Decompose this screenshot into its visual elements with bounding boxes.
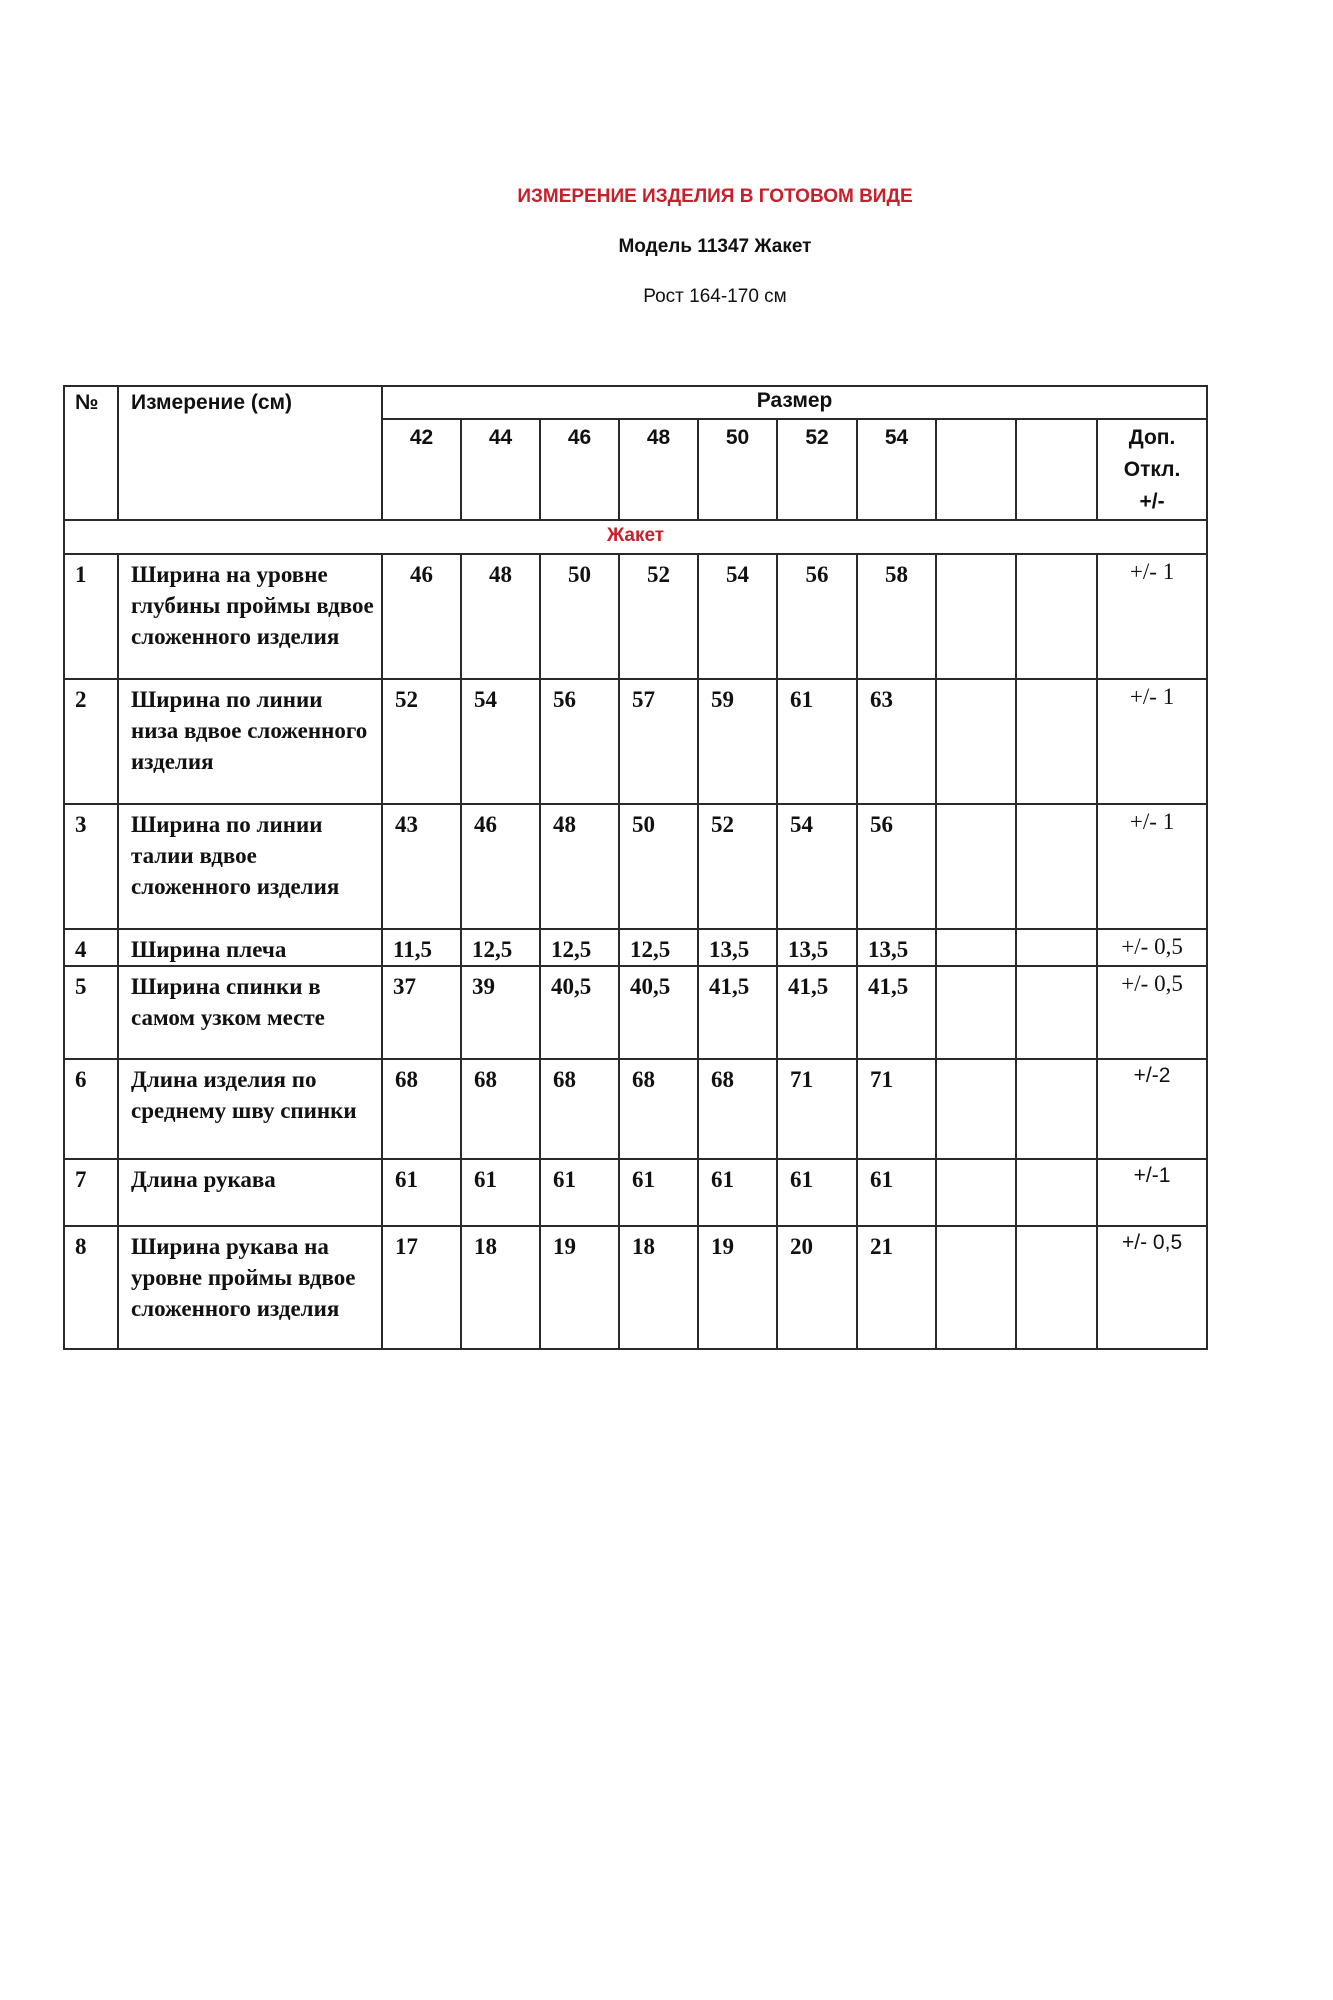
row-number: 3 xyxy=(64,804,118,929)
size-value xyxy=(1016,929,1097,966)
tolerance-value: +/-1 xyxy=(1097,1159,1207,1226)
size-value: 52 xyxy=(698,804,777,929)
tolerance-value: +/- 0,5 xyxy=(1097,966,1207,1059)
size-value: 50 xyxy=(619,804,698,929)
row-number: 1 xyxy=(64,554,118,679)
row-label: Ширина по линии низа вдвое сложенного изделия xyxy=(118,679,382,804)
size-value: 21 xyxy=(857,1226,936,1349)
size-value: 41,5 xyxy=(857,966,936,1059)
row-label: Ширина плеча xyxy=(118,929,382,966)
size-value: 68 xyxy=(540,1059,619,1159)
tolerance-value: +/- 1 xyxy=(1097,679,1207,804)
size-value: 59 xyxy=(698,679,777,804)
tolerance-value: +/-2 xyxy=(1097,1059,1207,1159)
row-label: Длина изделия по среднему шву спинки xyxy=(118,1059,382,1159)
size-value: 63 xyxy=(857,679,936,804)
size-value: 11,5 xyxy=(382,929,461,966)
size-value xyxy=(1016,1159,1097,1226)
size-value: 19 xyxy=(698,1226,777,1349)
header-tolerance-line: Доп. xyxy=(1128,426,1176,449)
size-value: 48 xyxy=(540,804,619,929)
size-header xyxy=(1016,419,1097,520)
size-value xyxy=(1016,554,1097,679)
size-value: 57 xyxy=(619,679,698,804)
size-header: 42 xyxy=(382,419,461,520)
size-value: 13,5 xyxy=(857,929,936,966)
table-row xyxy=(64,966,1207,1059)
model-name: Модель 11347 Жакет xyxy=(618,236,812,257)
table-row xyxy=(64,1226,1207,1349)
size-value: 13,5 xyxy=(698,929,777,966)
size-value: 61 xyxy=(698,1159,777,1226)
size-value: 61 xyxy=(777,679,857,804)
size-value: 37 xyxy=(382,966,461,1059)
size-value xyxy=(1016,1226,1097,1349)
size-header: 54 xyxy=(857,419,936,520)
size-value xyxy=(1016,966,1097,1059)
size-value xyxy=(1016,804,1097,929)
size-value: 61 xyxy=(857,1159,936,1226)
header-tolerance-line: Откл. xyxy=(1123,458,1181,481)
size-value: 71 xyxy=(777,1059,857,1159)
row-label: Ширина рукава на уровне проймы вдвое сложенного изделия xyxy=(118,1226,382,1349)
row-number: 8 xyxy=(64,1226,118,1349)
table-row xyxy=(64,554,1207,679)
size-value: 54 xyxy=(461,679,540,804)
table-row xyxy=(64,804,1207,929)
size-value: 54 xyxy=(777,804,857,929)
size-value: 56 xyxy=(777,554,857,679)
size-value: 13,5 xyxy=(777,929,857,966)
size-value xyxy=(936,966,1016,1059)
header-tolerance xyxy=(1097,419,1207,520)
size-value: 18 xyxy=(461,1226,540,1349)
document-title: ИЗМЕРЕНИЕ ИЗДЕЛИЯ В ГОТОВОМ ВИДЕ xyxy=(517,186,913,207)
size-value xyxy=(1016,1059,1097,1159)
size-header: 50 xyxy=(698,419,777,520)
table-row xyxy=(64,1059,1207,1159)
row-number: 6 xyxy=(64,1059,118,1159)
size-value xyxy=(936,554,1016,679)
size-value: 41,5 xyxy=(698,966,777,1059)
size-value: 18 xyxy=(619,1226,698,1349)
header-measure: Измерение (см) xyxy=(118,386,382,520)
size-value xyxy=(936,1159,1016,1226)
size-value: 61 xyxy=(619,1159,698,1226)
header-size: Размер xyxy=(382,386,1207,419)
size-header: 52 xyxy=(777,419,857,520)
size-value: 56 xyxy=(857,804,936,929)
size-value: 43 xyxy=(382,804,461,929)
size-value: 19 xyxy=(540,1226,619,1349)
size-value: 52 xyxy=(382,679,461,804)
size-header: 46 xyxy=(540,419,619,520)
size-value xyxy=(936,929,1016,966)
size-value: 48 xyxy=(461,554,540,679)
table-row xyxy=(64,1159,1207,1226)
measurement-table xyxy=(63,385,1208,1350)
size-value xyxy=(936,1226,1016,1349)
size-value: 68 xyxy=(382,1059,461,1159)
size-value: 50 xyxy=(540,554,619,679)
size-value: 39 xyxy=(461,966,540,1059)
size-value xyxy=(1016,679,1097,804)
row-label: Ширина по линии талии вдвое сложенного изделия xyxy=(118,804,382,929)
size-value xyxy=(936,679,1016,804)
size-value: 68 xyxy=(461,1059,540,1159)
size-value: 56 xyxy=(540,679,619,804)
height-range: Рост 164-170 см xyxy=(643,286,787,307)
row-label: Ширина спинки в самом узком месте xyxy=(118,966,382,1059)
size-value: 46 xyxy=(382,554,461,679)
size-header: 48 xyxy=(619,419,698,520)
size-value: 46 xyxy=(461,804,540,929)
row-number: 7 xyxy=(64,1159,118,1226)
size-value: 12,5 xyxy=(461,929,540,966)
table-row xyxy=(64,929,1207,966)
size-value xyxy=(936,1059,1016,1159)
size-value xyxy=(936,804,1016,929)
table-row xyxy=(64,679,1207,804)
tolerance-value: +/- 1 xyxy=(1097,554,1207,679)
size-value: 71 xyxy=(857,1059,936,1159)
row-number: 2 xyxy=(64,679,118,804)
tolerance-value: +/- 1 xyxy=(1097,804,1207,929)
row-number: 4 xyxy=(64,929,118,966)
tolerance-value: +/- 0,5 xyxy=(1097,929,1207,966)
size-value: 68 xyxy=(619,1059,698,1159)
size-value: 20 xyxy=(777,1226,857,1349)
size-value: 40,5 xyxy=(619,966,698,1059)
row-number: 5 xyxy=(64,966,118,1059)
size-value: 61 xyxy=(461,1159,540,1226)
size-value: 40,5 xyxy=(540,966,619,1059)
size-value: 68 xyxy=(698,1059,777,1159)
size-value: 41,5 xyxy=(777,966,857,1059)
size-value: 12,5 xyxy=(619,929,698,966)
size-value: 54 xyxy=(698,554,777,679)
size-value: 17 xyxy=(382,1226,461,1349)
size-value: 52 xyxy=(619,554,698,679)
tolerance-value: +/- 0,5 xyxy=(1097,1226,1207,1349)
size-value: 61 xyxy=(382,1159,461,1226)
size-header xyxy=(936,419,1016,520)
size-value: 58 xyxy=(857,554,936,679)
size-value: 12,5 xyxy=(540,929,619,966)
row-label: Длина рукава xyxy=(118,1159,382,1226)
row-label: Ширина на уровне глубины проймы вдвое сложенного изделия xyxy=(118,554,382,679)
size-header: 44 xyxy=(461,419,540,520)
section-jacket: Жакет xyxy=(64,520,1207,554)
size-value: 61 xyxy=(540,1159,619,1226)
header-tolerance-line: +/- xyxy=(1139,490,1165,513)
size-value: 61 xyxy=(777,1159,857,1226)
header-no: № xyxy=(64,386,118,520)
